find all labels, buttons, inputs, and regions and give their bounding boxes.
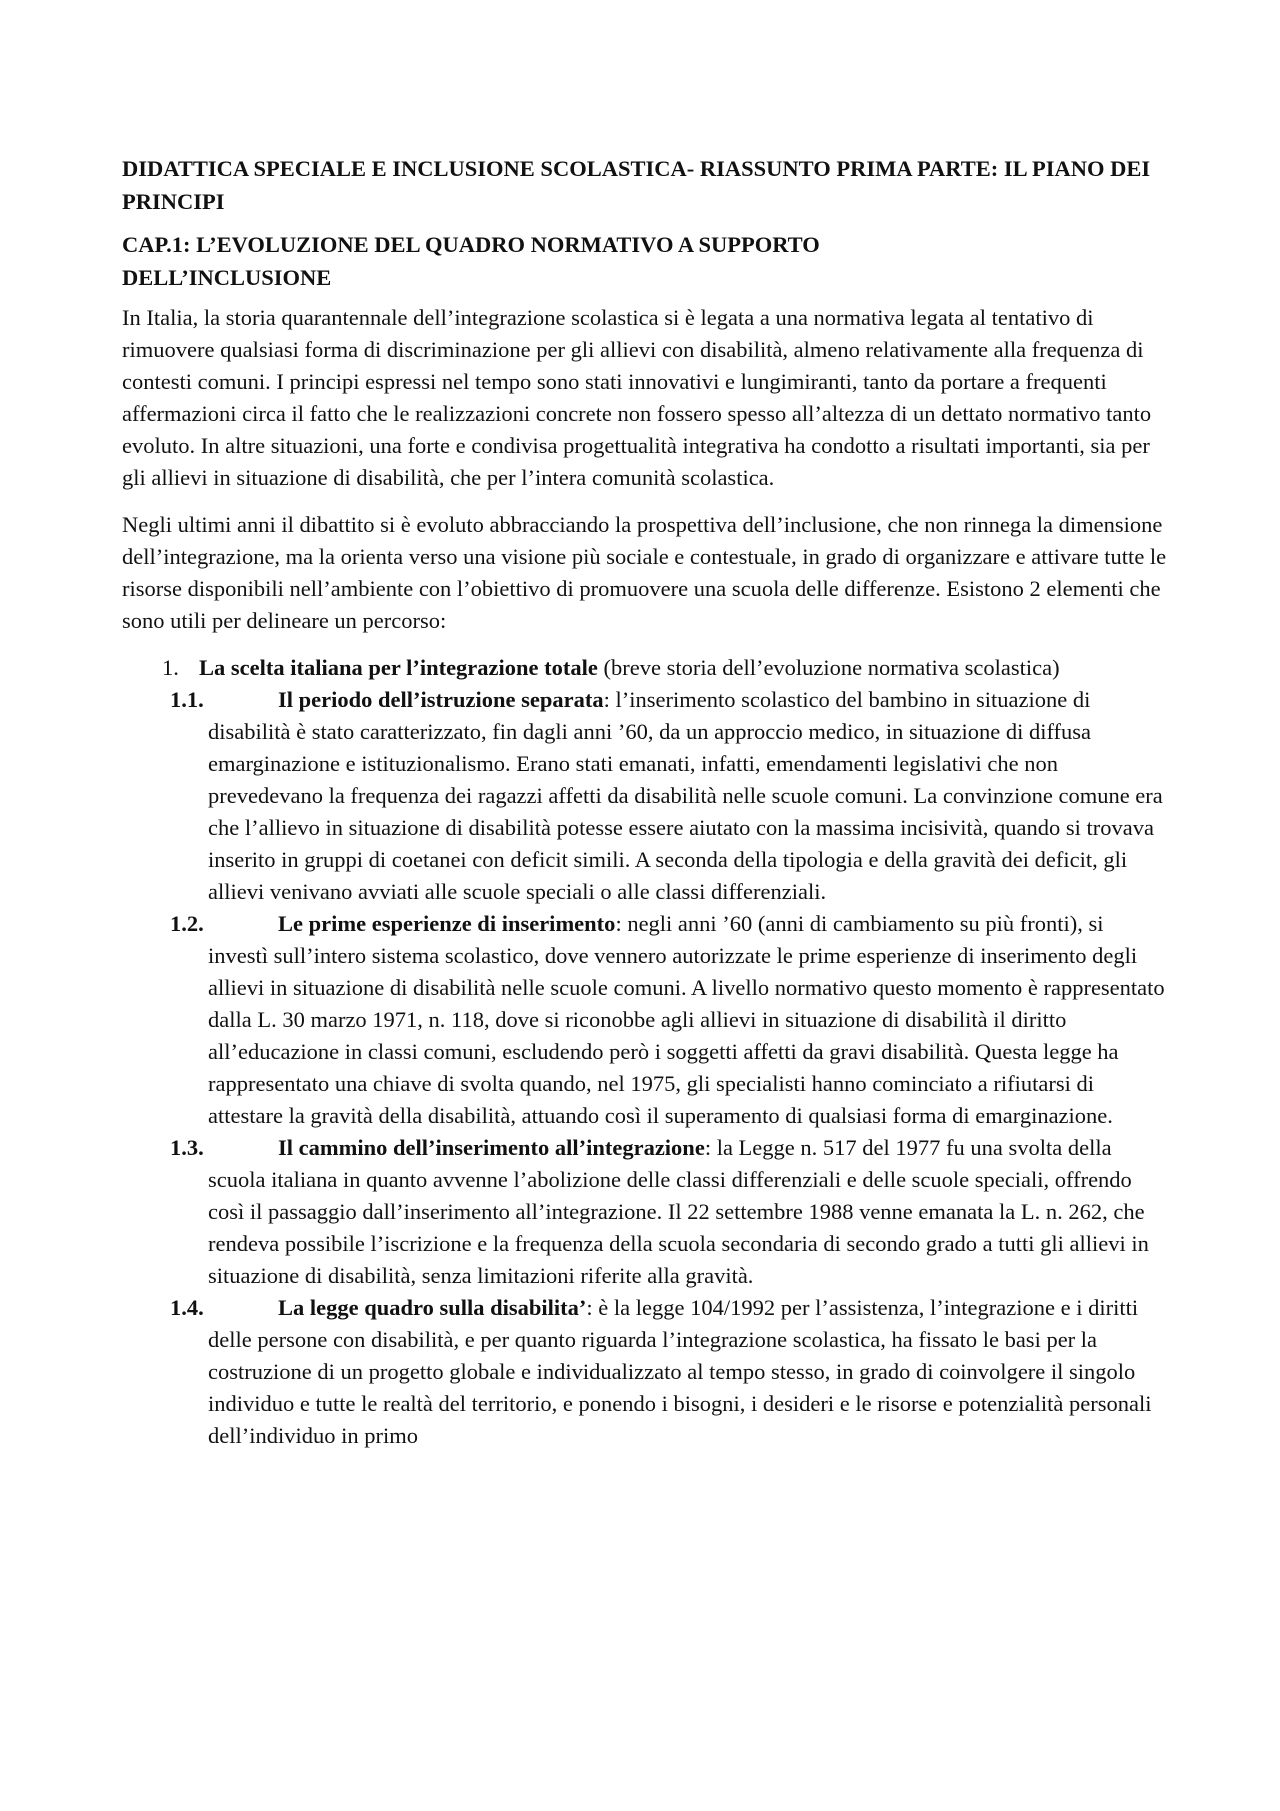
sub-item-heading: Le prime esperienze di inserimento — [278, 911, 616, 936]
sub-item-number: 1.1. — [170, 687, 204, 712]
sub-item-heading: Il periodo dell’istruzione separata — [278, 687, 604, 712]
sub-list-item — [122, 684, 1167, 908]
list-item-text: (breve storia dell’evoluzione normativa scolastica) — [597, 655, 1060, 680]
sub-item-number: 1.2. — [170, 911, 204, 936]
document-body — [122, 152, 1167, 1452]
sub-item-number: 1.4. — [170, 1295, 204, 1320]
sub-item-text: : la Legge n. 517 del 1977 fu una svolta della scuola italiana in quanto avvenne l’abolizione delle classi differenziali e delle scuole speciali, offrendo così il passaggio dall’inserimento all’integrazione. Il 22 settembre 1988 venne emanata la L. n. 262, che rendeva possibile l’iscrizione e la frequenza della scuola secondaria di secondo grado a tutti gli allievi in situazione di disabilità, senza limitazioni riferite alla gravità. — [208, 1135, 1149, 1288]
sub-item-text: : l’inserimento scolastico del bambino in situazione di disabilità è stato caratterizzato, fin dagli anni ’60, da un approccio medico, in situazione di diffusa emarginazione e istituzionalismo. Erano stati emanati, infatti, emendamenti legislativi che non prevedevano la frequenza dei ragazzi affetti da disabilità nelle scuole comuni. La convinzione comune era che l’allievo in situazione di disabilità potesse essere aiutato con la massima incisività, quando si trovava inserito in gruppi di coetanei con deficit simili. A seconda della tipologia e della gravità dei deficit, gli allievi venivano avviati alle scuole speciali o alle classi differenziali. — [208, 687, 1163, 904]
sub-item-heading: Il cammino dell’inserimento all’integrazione — [278, 1135, 705, 1160]
chapter-title: CAP.1: L’EVOLUZIONE DEL QUADRO NORMATIVO A SUPPORTO DELL’INCLUSIONE — [122, 232, 820, 290]
list-item — [122, 652, 1167, 684]
sub-item-text: : negli anni ’60 (anni di cambiamento su più fronti), si investì sull’intero sistema scolastico, dove vennero autorizzate le prime esperienze di inserimento degli allievi in situazione di disabilità nelle scuole comuni. A livello normativo questo momento è rappresentato dalla L. 30 marzo 1971, n. 118, dove si riconobbe agli allievi in situazione di disabilità il diritto all’educazione in classi comuni, escludendo però i soggetti affetti da gravi disabilità. Questa legge ha rappresentato una chiave di svolta quando, nel 1975, gli specialisti hanno cominciato a rifiutarsi di attestare la gravità della disabilità, attuando così il superamento di qualsiasi forma di emarginazione. — [208, 911, 1165, 1128]
sub-list-item — [122, 1292, 1167, 1452]
sub-item-number: 1.3. — [170, 1135, 204, 1160]
paragraph-intro: In Italia, la storia quarantennale dell’integrazione scolastica si è legata a una normativa legata al tentativo di rimuovere qualsiasi forma di discriminazione per gli allievi con disabilità, almeno relativamente alla frequenza di contesti comuni. I principi espressi nel tempo sono stati innovativi e lungimiranti, tanto da portare a frequenti affermazioni circa il fatto che le realizzazioni concrete non fossero spesso all’altezza di un dettato normativo tanto evoluto. In altre situazioni, una forte e condivisa progettualità integrativa ha condotto a risultati importanti, sia per gli allievi in situazione di disabilità, che per l’intera comunità scolastica. — [122, 305, 1152, 490]
sub-item-text: : è la legge 104/1992 per l’assistenza, l’integrazione e i diritti delle persone con disabilità, e per quanto riguarda l’integrazione scolastica, ha fissato le basi per la costruzione di un progetto globale e individualizzato al tempo stesso, in grado di coinvolgere il singolo individuo e tutte le realtà del territorio, e ponendo i bisogni, i desideri e le risorse e potenzialità personali dell’individuo in primo — [208, 1295, 1152, 1448]
paragraph-inclusion: Negli ultimi anni il dibattito si è evoluto abbracciando la prospettiva dell’inclusione, che non rinnega la dimensione dell’integrazione, ma la orienta verso una visione più sociale e contestuale, in grado di organizzare e attivare tutte le risorse disponibili nell’ambiente con l’obiettivo di promuovere una scuola delle differenze. Esistono 2 elementi che sono utili per delineare un percorso: — [122, 512, 1167, 633]
sub-item-heading: La legge quadro sulla disabilita’ — [278, 1295, 587, 1320]
sub-list-item — [122, 908, 1167, 1132]
numbered-list — [122, 652, 1167, 1452]
list-item-heading: La scelta italiana per l’integrazione totale — [199, 655, 598, 680]
document-title: DIDATTICA SPECIALE E INCLUSIONE SCOLASTICA- RIASSUNTO PRIMA PARTE: IL PIANO DEI PRINCIPI — [122, 156, 1151, 214]
list-item-number: 1. — [162, 655, 179, 680]
sub-list-item — [122, 1132, 1167, 1292]
